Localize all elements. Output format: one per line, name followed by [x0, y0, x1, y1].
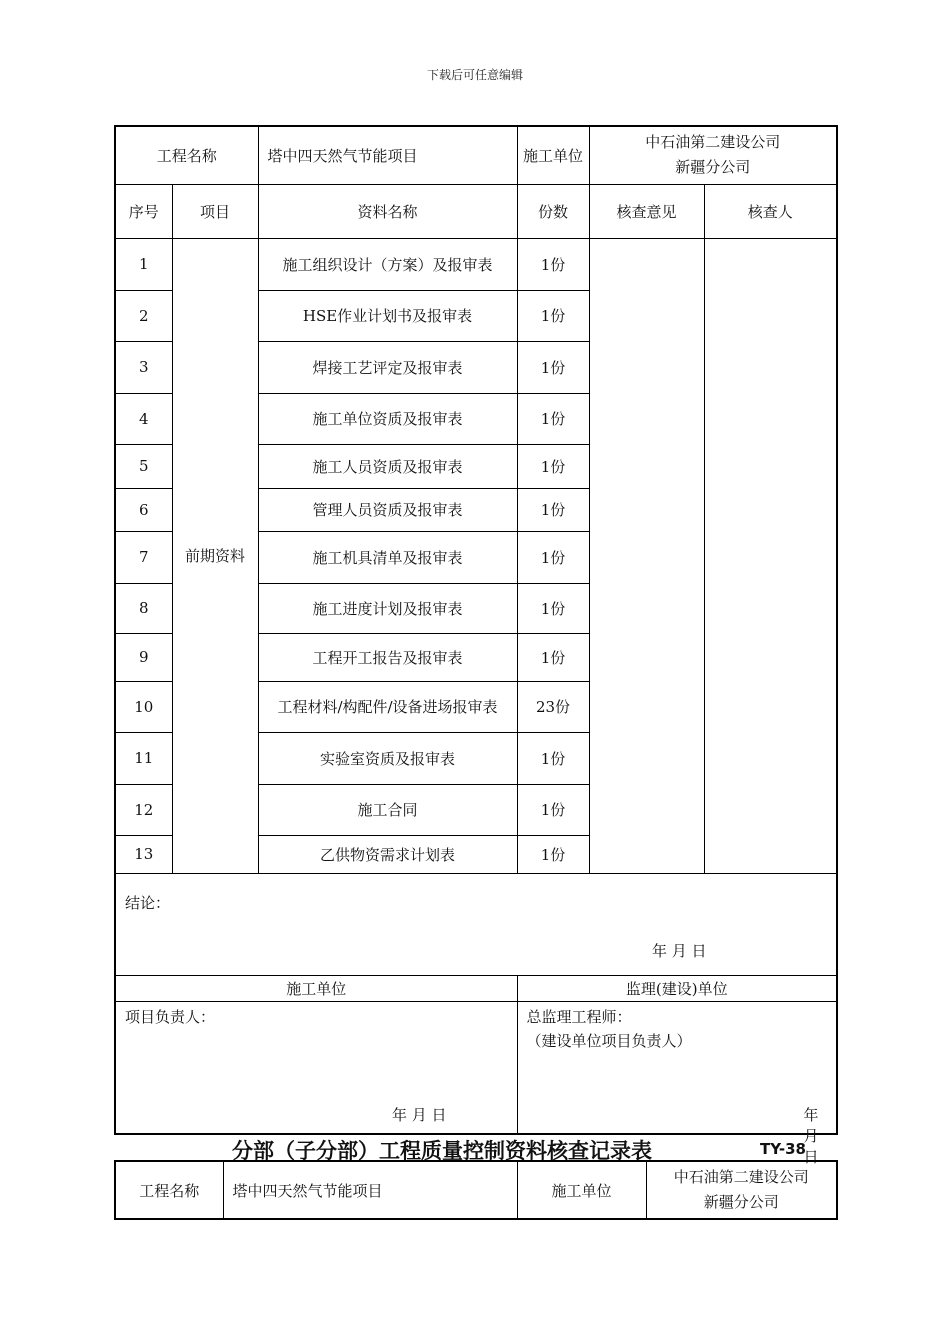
row-count: 1份 — [517, 784, 589, 835]
opinion-cell — [589, 238, 704, 873]
row-count: 1份 — [517, 732, 589, 784]
row-doc: 施工单位资质及报审表 — [258, 393, 517, 444]
conclusion-row — [115, 873, 837, 975]
row-no: 1 — [115, 238, 172, 290]
row-doc: HSE作业计划书及报审表 — [258, 290, 517, 341]
col-item-header: 项目 — [172, 184, 258, 238]
group-label: 前期资料 — [172, 238, 258, 873]
row-no: 12 — [115, 784, 172, 835]
row-count: 1份 — [517, 633, 589, 681]
next-project-name-value: 塔中四天然气节能项目 — [223, 1161, 517, 1219]
conclusion-label: 结论： — [125, 893, 171, 912]
row-doc: 施工人员资质及报审表 — [258, 444, 517, 488]
row-no: 9 — [115, 633, 172, 681]
row-doc: 焊接工艺评定及报审表 — [258, 341, 517, 393]
row-no: 2 — [115, 290, 172, 341]
row-count: 23份 — [517, 681, 589, 732]
next-unit-value-line1: 中石油第二建设公司 — [673, 1168, 809, 1186]
project-manager-label: 项目负责人： — [125, 1007, 216, 1026]
row-count: 1份 — [517, 238, 589, 290]
project-info-row — [115, 126, 837, 184]
next-form-title: 分部（子分部）工程质量控制资料核查记录表 — [232, 1139, 652, 1163]
row-count: 1份 — [517, 444, 589, 488]
row-no: 11 — [115, 732, 172, 784]
conclusion-cell — [115, 873, 837, 975]
chief-supervisor-label: 总监理工程师： — [526, 1007, 632, 1026]
row-count: 1份 — [517, 583, 589, 633]
page-header-note: 下载后可任意编辑 — [426, 68, 523, 82]
construction-unit-label: 施工单位 — [517, 126, 589, 184]
sign-left-cell — [115, 1001, 517, 1134]
row-count: 1份 — [517, 393, 589, 444]
row-no: 7 — [115, 531, 172, 583]
row-no: 10 — [115, 681, 172, 732]
next-project-info-row — [115, 1161, 837, 1219]
col-no-header: 序号 — [115, 184, 172, 238]
row-no: 4 — [115, 393, 172, 444]
sign-right-date: 年 月 日 — [803, 1105, 819, 1166]
row-doc: 施工组织设计（方案）及报审表 — [258, 238, 517, 290]
project-name-label: 工程名称 — [115, 126, 258, 184]
construction-unit-value — [589, 126, 837, 184]
row-no: 8 — [115, 583, 172, 633]
row-no: 3 — [115, 341, 172, 393]
row-count: 1份 — [517, 531, 589, 583]
row-no: 6 — [115, 488, 172, 531]
project-name-value: 塔中四天然气节能项目 — [258, 126, 517, 184]
row-doc: 乙供物资需求计划表 — [258, 835, 517, 873]
column-header-row — [115, 184, 837, 238]
sign-left-date: 年 月 日 — [392, 1105, 447, 1124]
col-opinion-header: 核查意见 — [589, 184, 704, 238]
row-count: 1份 — [517, 835, 589, 873]
row-count: 1份 — [517, 488, 589, 531]
row-doc: 工程材料/构配件/设备进场报审表 — [258, 681, 517, 732]
row-no: 13 — [115, 835, 172, 873]
sign-left-header: 施工单位 — [115, 975, 517, 1001]
sign-right-header: 监理(建设)单位 — [517, 975, 837, 1001]
next-unit-value-line2: 新疆分公司 — [703, 1193, 779, 1211]
next-project-name-label: 工程名称 — [115, 1161, 223, 1219]
col-doc-header: 资料名称 — [258, 184, 517, 238]
row-doc: 施工机具清单及报审表 — [258, 531, 517, 583]
row-doc: 工程开工报告及报审表 — [258, 633, 517, 681]
next-construction-unit-value — [646, 1161, 837, 1219]
row-doc: 施工合同 — [258, 784, 517, 835]
row-count: 1份 — [517, 290, 589, 341]
row-doc: 施工进度计划及报审表 — [258, 583, 517, 633]
next-form-table — [114, 1160, 838, 1220]
next-form-code: TY-38 — [760, 1140, 806, 1158]
conclusion-date: 年 月 日 — [652, 941, 707, 960]
col-count-header: 份数 — [517, 184, 589, 238]
unit-value-line2: 新疆分公司 — [675, 158, 751, 177]
checker-cell — [704, 238, 837, 873]
owner-manager-label: （建设单位项目负责人） — [526, 1031, 692, 1050]
row-doc: 管理人员资质及报审表 — [258, 488, 517, 531]
next-form-title-bar — [114, 1135, 836, 1161]
sign-body-row — [115, 1001, 837, 1134]
col-checker-header: 核查人 — [704, 184, 837, 238]
unit-value-line1: 中石油第二建设公司 — [645, 133, 781, 152]
table-row — [115, 238, 837, 290]
row-count: 1份 — [517, 341, 589, 393]
row-no: 5 — [115, 444, 172, 488]
sign-header-row — [115, 975, 837, 1001]
row-doc: 实验室资质及报审表 — [258, 732, 517, 784]
next-construction-unit-label: 施工单位 — [517, 1161, 646, 1219]
